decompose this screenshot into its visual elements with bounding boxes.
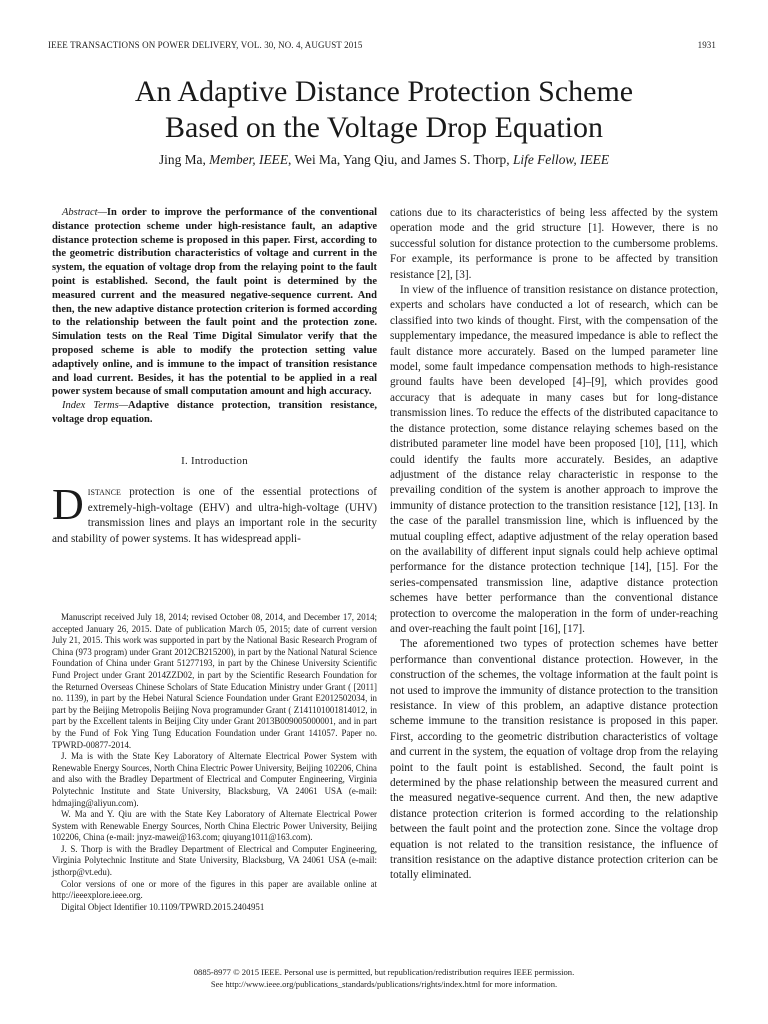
footnote-author-2-3: W. Ma and Y. Qiu are with the State Key Laboratory of Alternate Electrical Power System with Renewable Energy Sources, North China Electric Power University, Beijing 102206, China (e-mail: jnyz-mawei@163.com; qiuyang1011@163.com). — [52, 809, 377, 843]
author-4-role: Life Fellow, IEEE — [512, 152, 610, 167]
abstract-text: In order to improve the performance of the conventional distance protection scheme under high-resistance fault, an adaptive distance protection scheme is proposed in this paper. First, according to the geometric distribution characteristics of voltage and current in the system, the equation of voltage drop from the relaying point to the fault point is established. Second, the fault point is determined by the measured current and the measured negative-sequence current. And then, the new adaptive distance protection criterion is formed according to the relationship between the fault point and the protection zone. Simulation tests on the Real Time Digital Simulator verify that the proposed scheme is able to modify the protection setting value adaptively online, and is immune to the impact of transition resistance and load current. Besides, it has the potential to be applied in a real power system because of small computation amount and high accuracy. — [52, 207, 377, 398]
footnote-doi: Digital Object Identifier 10.1109/TPWRD.2015.2404951 — [61, 901, 265, 912]
author-list — [0, 152, 768, 168]
index-terms — [52, 399, 377, 427]
intro-paragraph — [52, 480, 377, 547]
intro-text: protection is one of the essential protections of extremely-high-voltage (EHV) and ultra-high-voltage (UHV) transmission lines and plays an important role in the security and stability of power systems. It has widespread appli- — [52, 486, 377, 545]
author-1: Jing Ma, — [158, 152, 210, 167]
abstract-lead: Abstract— — [62, 207, 107, 218]
index-terms-lead: Index Terms— — [62, 400, 129, 412]
author-1-role: Member, IEEE — [209, 152, 288, 167]
body-paragraph-3: The aforementioned two types of protection schemes have better performance than conventional distance protection. However, in the construction of the schemes, the voltage information at the fault point is not used to improve the immunity of distance protection to the transition resistance. In view of this problem, an adaptive distance protection scheme immune to the transition resistance is proposed in this paper. First, according to the geometric distribution characteristics of voltage and current in the system, the equation of voltage drop from the relaying point to the fault point is established. Second, the fault point is determined by the phase relationship between the measured current and the measured negative-sequence current. And then, the new adaptive distance protection criterion is formed according to the relationship between the fault point and the protection zone. Since the voltage drop equation is not related to the transition resistance, the influence of transition resistance on the adaptive distance protection criterion can be totally eliminated. — [390, 638, 718, 882]
authors-rest: , Wei Ma, Yang Qiu, and James S. Thorp, — [288, 152, 513, 167]
rights-link-line: See http://www.ieee.org/publications_standards/publications/rights/index.html for more information. — [210, 979, 558, 989]
footnote-color-versions: Color versions of one or more of the figures in this paper are available online at http://ieeexplore.ieee.org. — [52, 878, 377, 901]
right-column — [390, 206, 718, 884]
body-paragraph-2: In view of the influence of transition resistance on distance protection, experts and scholars have conducted a lot of research, which can be classified into two kinds of thought. First, with the compensation of the supplementary impedance, the measured impedance is able to reflect the fault distance more accurately. Based on the lumped parameter line model, some fault impedance compensation methods to high-resistance ground faults have been developed [4]–[9], which provides good accuracy that is adequate in many cases but for long-distance transmission lines. To reduce the effects of the distributed capacitance to the distance protection, some distance relaying schemes based on the distributed parameter line model have been proposed [10], [11], which could identify the faults more accurately. Besides, an adaptive adjustment of the distance relay characteristic in response to the prevailing condition of the system is another approach to improve the immunity of distance protection to the transition resistance [12], [13]. In the case of the parallel transmission line, which is influenced by the mutual coupling effect, adaptive adjustment of the relay operation based on the availability of different input signals could help achieve optimal performance for the distance protection technique [14], [15]. For the series-compensated transmission line, adaptive distance protection schemes have better performance than the conventional distance protection to overcome the maloperation in the form of under-reaching and over-reaching the fault point [16], [17]. — [390, 284, 718, 635]
body-paragraph-1: cations due to its characteristics of being less affected by the system operation mode and the grid structure [1]. However, there is no successful solution for distance protection to the cumbersome problems. For example, its performance is prone to be affected by transition resistance [2], [3]. — [390, 207, 718, 281]
running-head — [48, 40, 716, 50]
index-terms-text: Adaptive distance protection, transition resistance, voltage drop equation. — [52, 400, 377, 425]
title-line-2: Based on the Voltage Drop Equation — [165, 111, 603, 144]
footnote-manuscript: Manuscript received July 18, 2014; revised October 08, 2014, and December 17, 2014; accepted January 26, 2015. Date of publication March 05, 2015; date of current version July 21, 2015. This work was supported in part by the National Basic Research Program of China (973 program) under Grant 2012CB215200), in part by the National Natural Science Foundation of China under Grant 51277193, in part by the Chinese University Scientific Fund Project under Grant 2014ZZD02, in part by the Scientific Research Foundation for the Returned Overseas Chinese Scholars of State Education Ministry under Grant ( [2011] no. 1139), in part by the Hebei Natural Science Foundation under Grant E2012502034, in part by the Beijing Metropolis Beijing Nova programunder Grant ( Z141101001814012, in part by the Excellent talents in Beijing City under Grant 2013B009005000001, and in part by the Fund of Fok Ying Tung Education Foundation under Grant 141057. Paper no. TPWRD-00877-2014. — [52, 612, 377, 750]
journal-name: IEEE TRANSACTIONS ON POWER DELIVERY, VOL. 30, NO. 4, AUGUST 2015 — [48, 40, 363, 50]
copyright-line: 0885-8977 © 2015 IEEE. Personal use is permitted, but republication/redistribution requires IEEE permission. — [193, 967, 575, 977]
paper-title — [0, 74, 768, 146]
footnote-author-1: J. Ma is with the State Key Laboratory of Alternate Electrical Power System with Renewable Energy Sources, North China Electric Power University, Beijing 102206, China and also with the Bradley Department of Electrical and Computer Engineering, Virginia Polytechnic Institute and State University, Blacksburg, VA 24061 USA (e-mail: hdmajing@aliyun.com). — [52, 751, 377, 808]
page-number: 1931 — [697, 40, 716, 50]
abstract — [52, 206, 377, 399]
title-line-1: An Adaptive Distance Protection Scheme — [134, 75, 634, 108]
section-heading-introduction: I. Introduction — [181, 454, 248, 467]
intro-lead-word: istance — [87, 486, 121, 499]
copyright-notice — [0, 966, 768, 990]
footnotes — [52, 612, 377, 913]
drop-cap: D — [52, 480, 84, 530]
left-column — [52, 206, 377, 548]
footnote-author-4: J. S. Thorp is with the Bradley Department of Electrical and Computer Engineering, Virginia Polytechnic Institute and State University, Blacksburg, VA 24061 USA (e-mail: jsthorp@vt.edu). — [52, 843, 377, 878]
